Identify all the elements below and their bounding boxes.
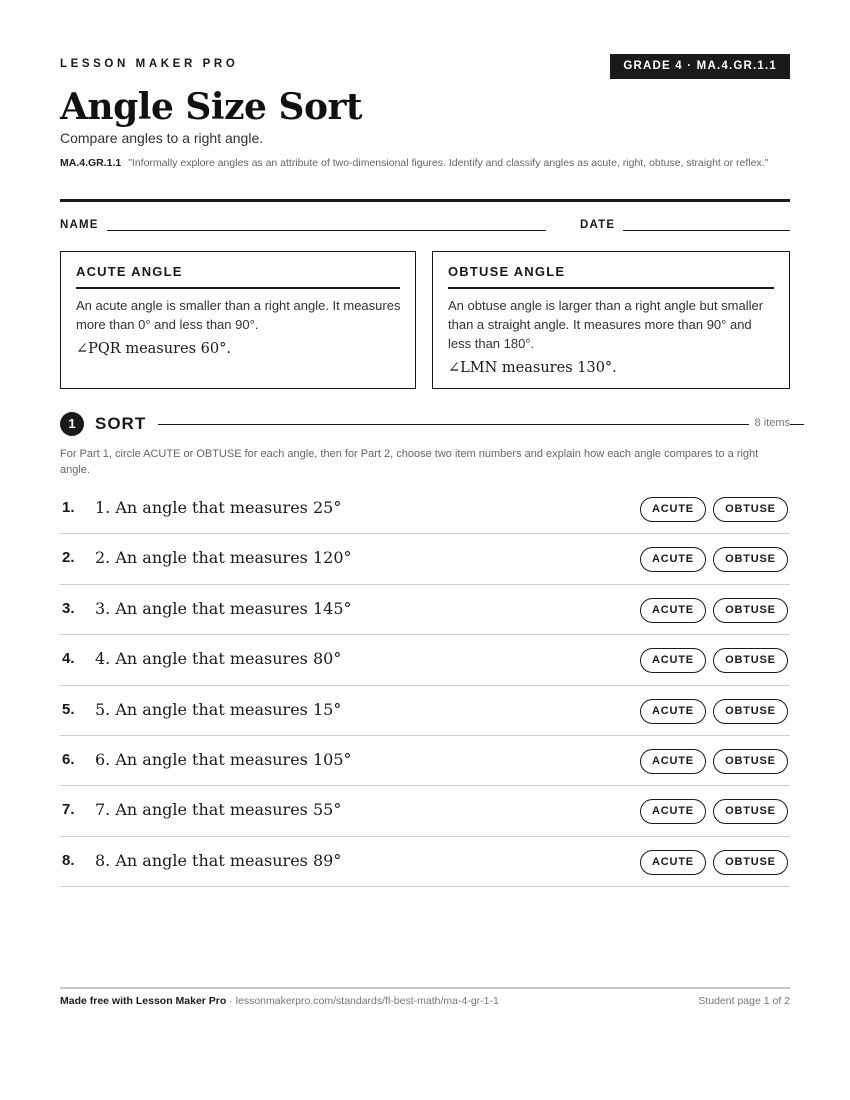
standard-text: "Informally explore angles as an attribute of two-dimensional figures. Identify and classify angles as acute, right, obtuse, straight or reflex." (128, 157, 769, 169)
name-field[interactable] (107, 230, 546, 231)
footer-separator: · (226, 995, 236, 1007)
item-number: 8. (62, 851, 75, 869)
footer-made-with: Made free with Lesson Maker Pro (60, 995, 227, 1007)
acute-choice-button[interactable]: ACUTE (640, 497, 706, 522)
list-item (60, 635, 790, 685)
obtuse-choice-button[interactable]: OBTUSE (713, 497, 788, 522)
obtuse-choice-button[interactable]: OBTUSE (713, 749, 788, 774)
acute-choice-button[interactable]: ACUTE (640, 749, 706, 774)
acute-choice-button[interactable]: ACUTE (640, 598, 706, 623)
obtuse-choice-button[interactable]: OBTUSE (713, 547, 788, 572)
item-number: 6. (62, 750, 75, 768)
worksheet-title: Angle Size Sort (60, 86, 363, 128)
footer-credit (60, 995, 499, 1007)
definition-example: ∠LMN measures 130°. (448, 360, 617, 376)
section-divider (158, 424, 804, 425)
acute-choice-button[interactable]: ACUTE (640, 850, 706, 875)
item-prompt: 4. An angle that measures 80° (95, 649, 342, 669)
header-divider (60, 199, 790, 202)
worksheet-page (60, 0, 790, 1100)
list-item (60, 786, 790, 836)
item-number: 7. (62, 801, 75, 819)
item-number: 5. (62, 700, 75, 718)
item-prompt: 2. An angle that measures 120° (95, 548, 352, 568)
item-prompt: 1. An angle that measures 25° (95, 498, 342, 517)
definition-title: ACUTE ANGLE (76, 264, 400, 289)
item-prompt: 5. An angle that measures 15° (95, 699, 342, 719)
acute-choice-button[interactable]: ACUTE (640, 547, 706, 572)
standard-code: MA.4.GR.1.1 (60, 157, 122, 169)
name-date-row (60, 219, 790, 235)
item-number: 2. (62, 549, 75, 567)
obtuse-choice-button[interactable]: OBTUSE (713, 850, 788, 875)
section-instructions: For Part 1, circle ACUTE or OBTUSE for each angle, then for Part 2, choose two item numbers and explain how each angle compares to a right angle. (60, 448, 759, 476)
definition-example: ∠PQR measures 60°. (76, 341, 231, 357)
item-prompt: 7. An angle that measures 55° (95, 800, 342, 820)
brand-name: LESSON MAKER PRO (60, 58, 239, 70)
date-label: DATE (580, 219, 616, 231)
obtuse-choice-button[interactable]: OBTUSE (713, 799, 788, 824)
sort-section-header (60, 412, 790, 436)
sort-item-list (60, 484, 790, 887)
date-field[interactable] (623, 230, 790, 231)
item-count: 8 items (749, 417, 790, 429)
list-item (60, 484, 790, 534)
acute-choice-button[interactable]: ACUTE (640, 648, 706, 673)
item-number: 3. (62, 599, 75, 617)
name-label: NAME (60, 219, 99, 231)
footer-url[interactable]: lessonmakerpro.com/standards/fl-best-math/ma-4-gr-1-1 (235, 995, 499, 1007)
item-prompt: 8. An angle that measures 89° (95, 850, 342, 870)
definition-title: OBTUSE ANGLE (448, 264, 774, 289)
page-indicator: Student page 1 of 2 (698, 995, 790, 1007)
acute-choice-button[interactable]: ACUTE (640, 799, 706, 824)
acute-choice-button[interactable]: ACUTE (640, 699, 706, 724)
worksheet-subtitle: Compare angles to a right angle. (60, 130, 264, 146)
definition-body (448, 296, 777, 378)
definition-text: An obtuse angle is larger than a right angle but smaller than a straight angle. It measures more than 90° and less than 180°. (448, 298, 764, 351)
item-number: 4. (62, 650, 75, 668)
definition-text: An acute angle is smaller than a right angle. It measures more than 0° and less than 90°. (76, 298, 401, 332)
step-number-badge: 1 (60, 412, 84, 436)
list-item (60, 837, 790, 887)
obtuse-choice-button[interactable]: OBTUSE (713, 699, 788, 724)
obtuse-choice-button[interactable]: OBTUSE (713, 648, 788, 673)
list-item (60, 534, 790, 584)
definition-body (76, 296, 403, 359)
obtuse-definition-box (432, 251, 790, 389)
item-prompt: 6. An angle that measures 105° (95, 749, 352, 769)
item-prompt: 3. An angle that measures 145° (95, 598, 352, 618)
list-item (60, 736, 790, 786)
grade-badge: GRADE 4 · MA.4.GR.1.1 (610, 54, 790, 79)
section-title: SORT (95, 414, 147, 433)
item-number: 1. (62, 499, 75, 516)
obtuse-choice-button[interactable]: OBTUSE (713, 598, 788, 623)
acute-definition-box (60, 251, 416, 389)
list-item (60, 686, 790, 736)
list-item (60, 585, 790, 635)
standard-description (60, 155, 790, 171)
footer-divider (60, 987, 790, 989)
